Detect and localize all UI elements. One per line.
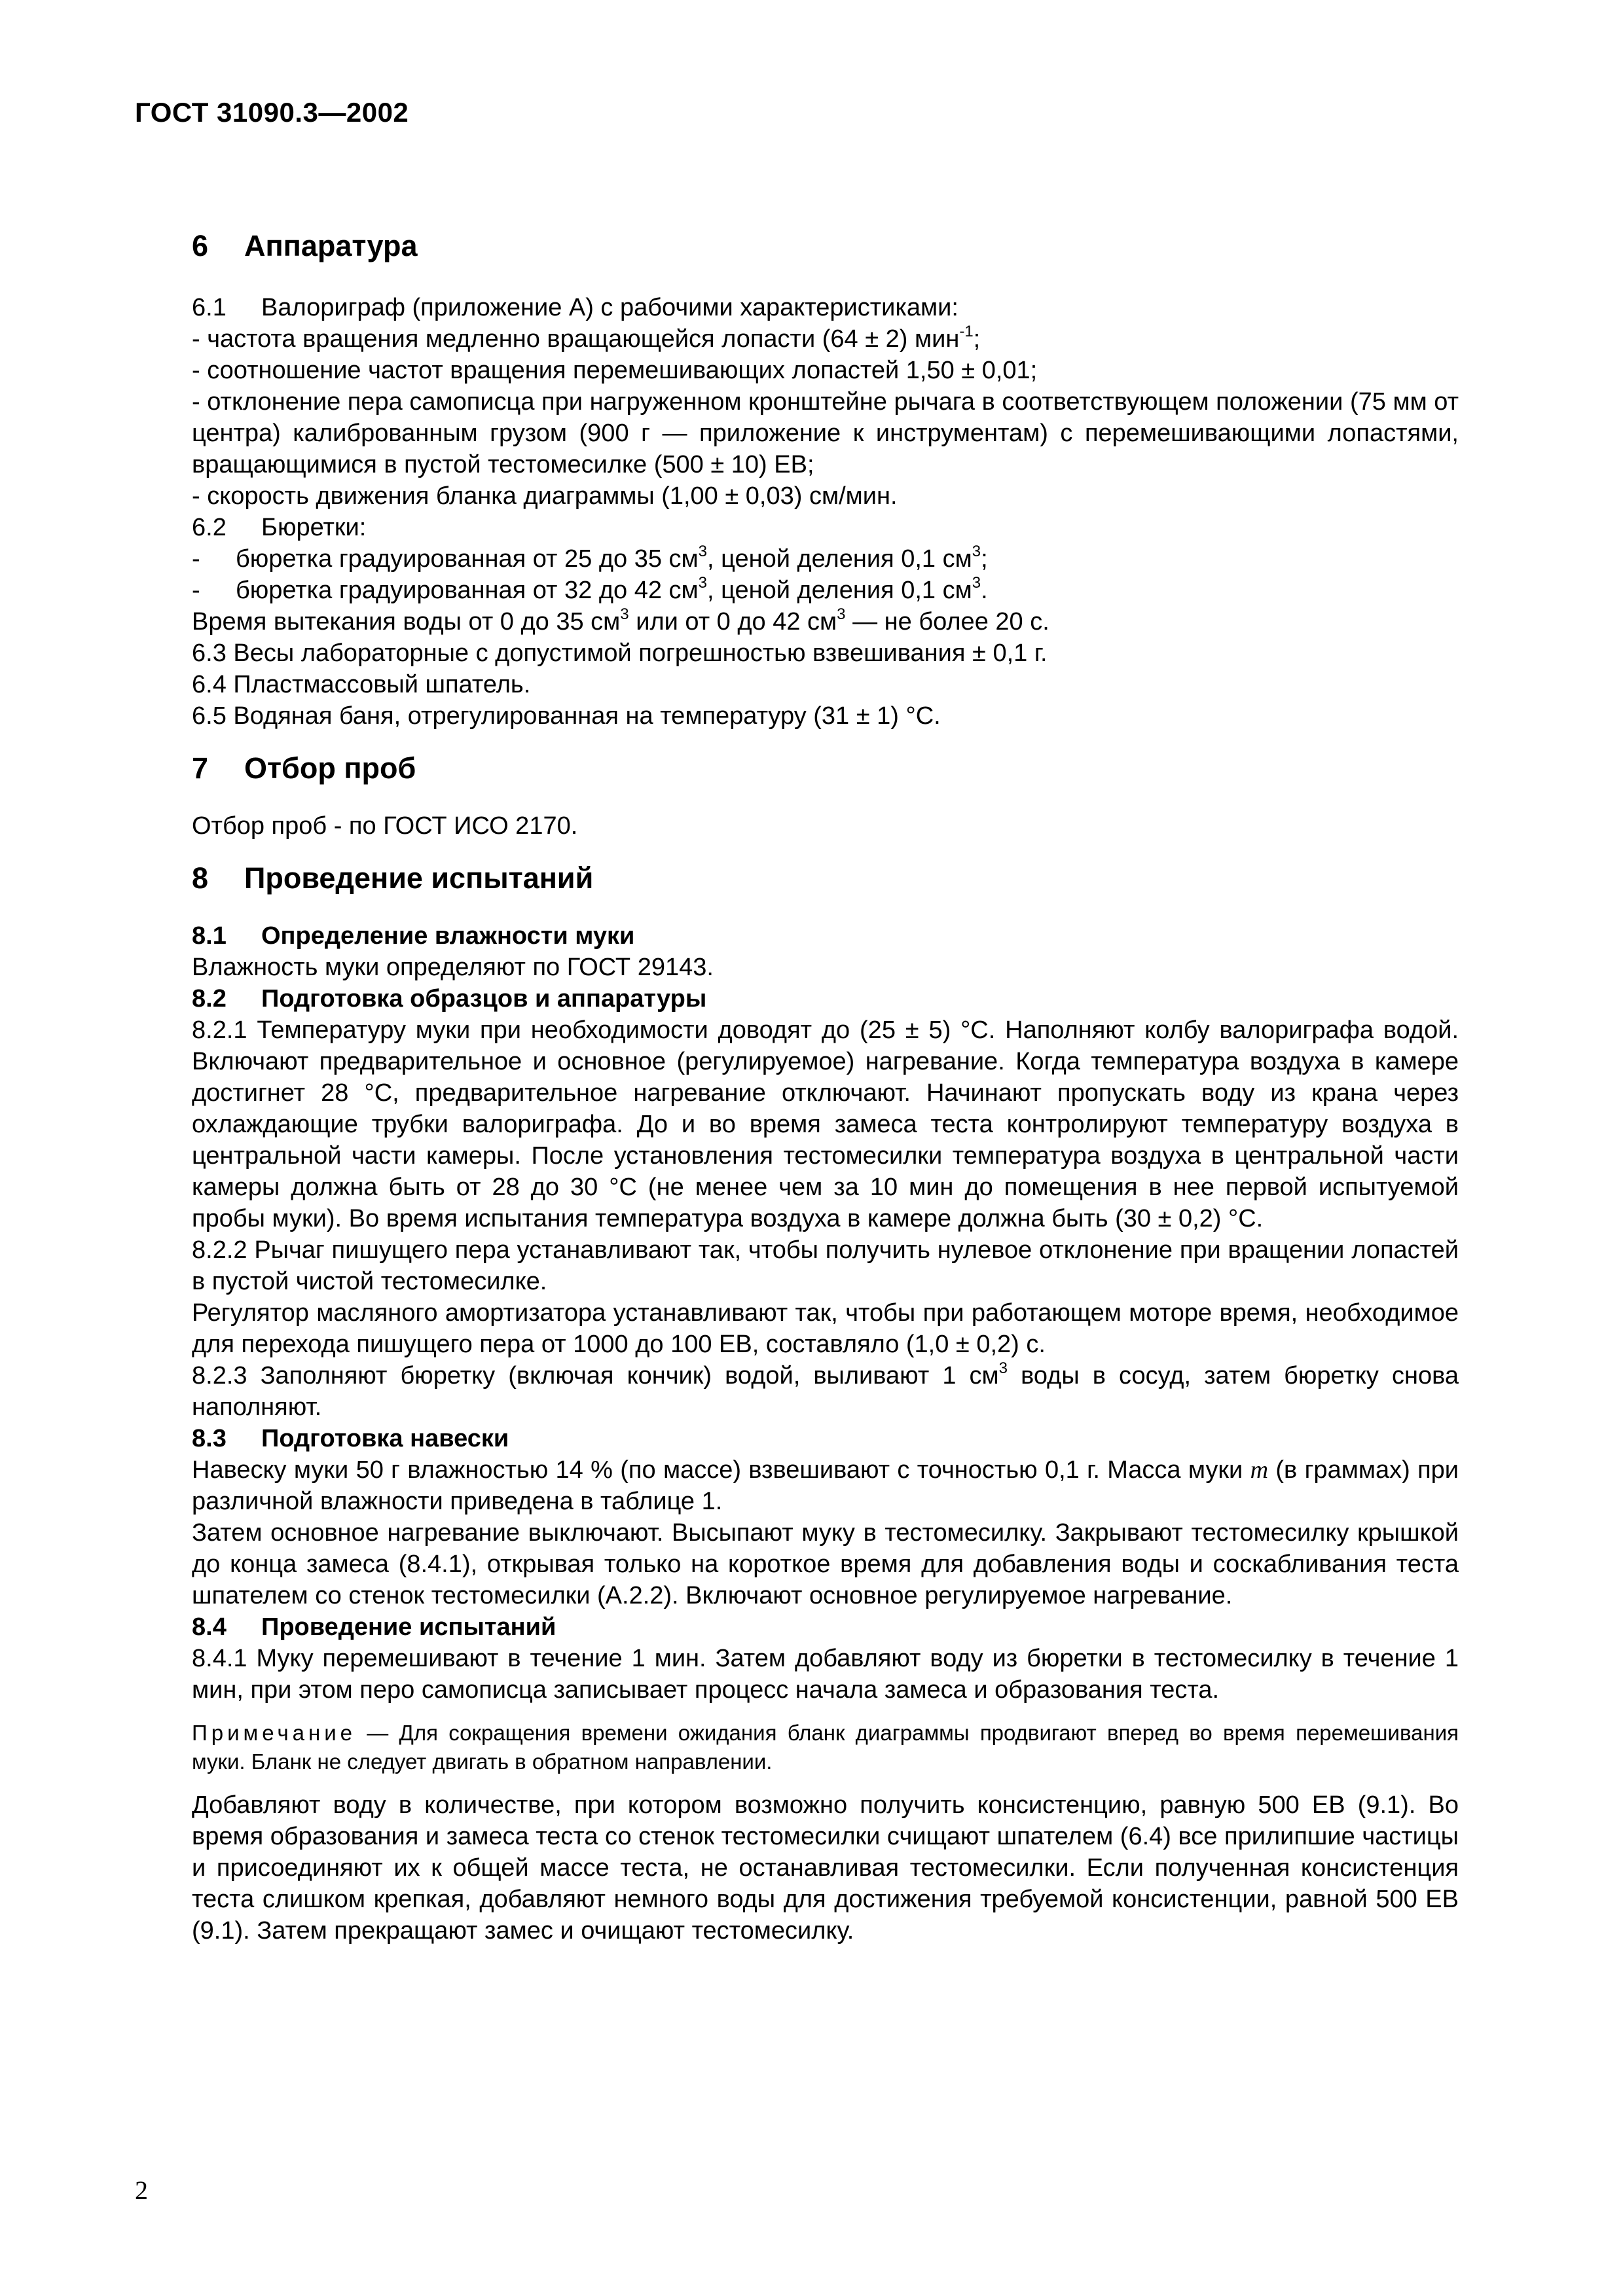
subsection-8-1-heading: 8.1 Определение влажности муки: [192, 922, 635, 950]
subsection-8-2-heading: 8.2 Подготовка образцов и аппаратуры: [192, 985, 707, 1013]
list-item: - бюретка градуированная от 25 до 35 $см^3$, ценой деления 0,1 $см^3$;: [192, 543, 988, 573]
clause-text: Валориграф (приложение А) с рабочими характеристиками:: [261, 294, 958, 321]
clause-6-2: [192, 512, 1459, 543]
clause-8-2-3: 8.2.3 Заполняют бюретку (включая кончик) водой, выливают 1 $см^3$ воды в сосуд, затем бюретку снова наполняют.: [192, 1359, 1459, 1421]
clause-text: Бюретки:: [261, 514, 367, 541]
page-number: 2: [135, 2176, 148, 2205]
subsection-8-4-heading: 8.4 Проведение испытаний: [192, 1613, 556, 1641]
section-number: 6: [192, 229, 209, 262]
paragraph: Влажность муки определяют по ГОСТ 29143.: [192, 954, 714, 981]
clause-number: 6.1: [192, 294, 227, 321]
clause-8-2-2: 8.2.2 Рычаг пишущего пера устанавливают так, чтобы получить нулевое отклонение при вращении лопастей в пустой чистой тестомесилке.: [192, 1236, 1459, 1295]
paragraph: Регулятор масляного амортизатора устанавливают так, чтобы при работающем моторе время, необходимое для перехода пишущего пера от 1000 до 100 ЕВ, составляло (1,0 ± 0,2) с.: [192, 1299, 1459, 1358]
document-body: [192, 226, 1459, 1946]
section-title: Аппаратура: [244, 229, 418, 262]
paragraph: Отбор проб - по ГОСТ ИСО 2170.: [192, 812, 578, 840]
paragraph: Время вытекания воды от 0 до 35 $см^3$ или от 0 до 42 $см^3$ — не более 20 с.: [192, 605, 1049, 636]
paragraph: Навеску муки 50 г влажностью 14 % (по массе) взвешивают с точностью 0,1 г. Масса муки m (в граммах) при различной влажности приведена в таблице 1.: [192, 1456, 1459, 1515]
list-item: - бюретка градуированная от 32 до 42 $см^3$, ценой деления 0,1 $см^3$.: [192, 574, 988, 604]
clause-number: 6.2: [192, 514, 227, 541]
clause-8-4-1: 8.4.1 Муку перемешивают в течение 1 мин. Затем добавляют воду из бюретки в тестомесилку в течение 1 мин, при этом перо самописца записывает процесс начала замеса и образования теста.: [192, 1645, 1459, 1704]
list-item: - частота вращения медленно вращающейся лопасти (64 ± 2) мин$^{-1}$;: [192, 323, 981, 353]
section-7-heading: 7 Отбор проб: [192, 751, 416, 785]
list-item: - соотношение частот вращения перемешивающих лопастей 1,50 ± 0,01;: [192, 357, 1038, 384]
section-6-heading: [192, 226, 1459, 266]
note-label: Примечание: [192, 1721, 357, 1745]
section-8-heading: 8 Проведение испытаний: [192, 861, 594, 895]
list-item: - отклонение пера самописца при нагруженном кронштейне рычага в соответствующем положении (75 мм от центра) калиброванным грузом (900 г — приложение к инструментам) с перемешивающими лопастями, вращающимися в пустой тестомесилке (500 ± 10) ЕВ;: [192, 388, 1459, 478]
clause-6-4: 6.4 Пластмассовый шпатель.: [192, 671, 531, 698]
subsection-8-3-heading: 8.3 Подготовка навески: [192, 1425, 509, 1452]
clause-8-2-1: 8.2.1 Температуру муки при необходимости доводят до (25 ± 5) °С. Наполняют колбу валориграфа водой. Включают предварительное и основное (регулируемое) нагревание. Когда температура воздуха в камере достигнет 28 °С, предварительное нагревание отключают. Начинают пропускать воду из крана через охлаждающие трубки валориграфа. До и во время замеса теста контролируют температуру воздуха в центральной части камеры. После установления тестомесилки температура воздуха в центральной части камеры должна быть от 28 до 30 °С (не менее чем за 10 мин до помещения в нее первой испытуемой пробы муки). Во время испытания температура воздуха в камере должна быть (30 ± 0,2) °С.: [192, 1016, 1459, 1232]
paragraph: Добавляют воду в количестве, при котором возможно получить консистенцию, равную 500 ЕВ (9.1). Во время образования и замеса теста со стенок тестомесилки счищают шпателем (6.4) все прилипшие частицы и присоединяют их к общей массе теста, не останавливая тестомесилки. Если полученная консистенция теста слишком крепкая, добавляют немного воды для достижения требуемой консистенции, равной 500 ЕВ (9.1). Затем прекращают замес и очищают тестомесилку.: [192, 1791, 1459, 1945]
document-header: ГОСТ 31090.3—2002: [135, 97, 409, 128]
clause-6-1: [192, 292, 1459, 323]
list-item: - скорость движения бланка диаграммы (1,00 ± 0,03) см/мин.: [192, 482, 898, 510]
clause-6-5: 6.5 Водяная баня, отрегулированная на температуру (31 ± 1) °С.: [192, 702, 941, 730]
paragraph: Затем основное нагревание выключают. Высыпают муку в тестомесилку. Закрывают тестомесилку крышкой до конца замеса (8.4.1), открывая только на короткое время для добавления воды и соскабливания теста шпателем со стенок тестомесилки (А.2.2). Включают основное регулируемое нагревание.: [192, 1519, 1459, 1609]
note: Примечание — Для сокращения времени ожидания бланк диаграммы продвигают вперед во время перемешивания муки. Бланк не следует двигать в обратном направлении.: [192, 1721, 1459, 1774]
clause-6-3: 6.3 Весы лабораторные с допустимой погрешностью взвешивания ± 0,1 г.: [192, 639, 1048, 667]
